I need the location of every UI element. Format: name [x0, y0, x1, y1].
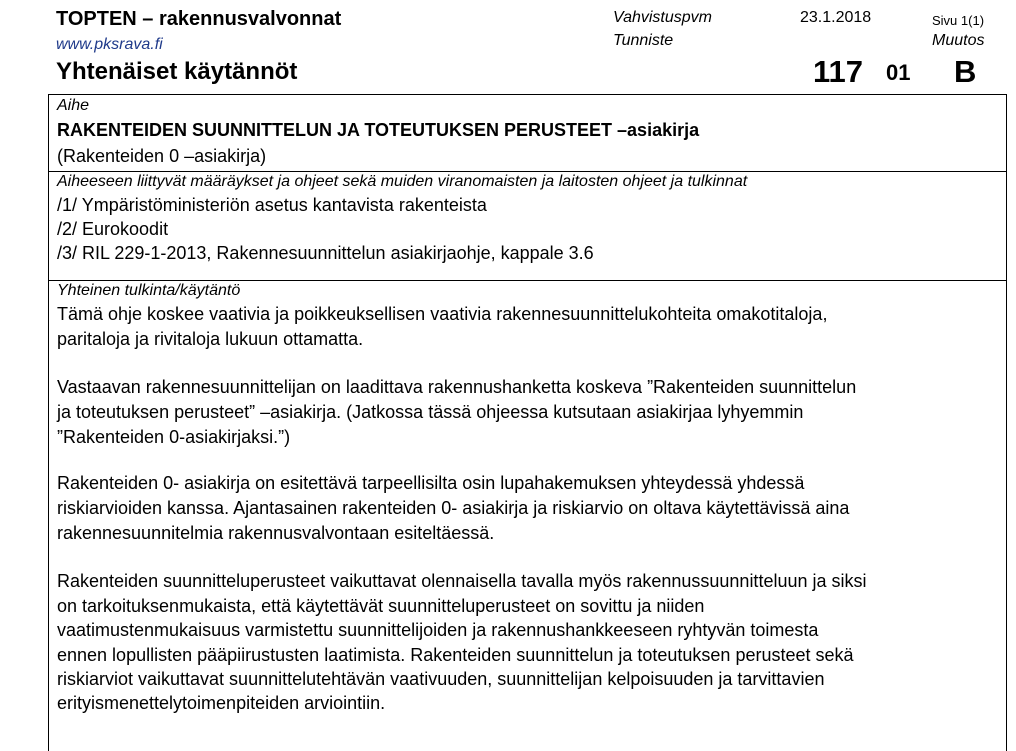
reference-item: /2/ Eurokoodit	[57, 219, 169, 239]
document-number: 117	[813, 54, 864, 89]
paragraph-line: Tämä ohje koskee vaativia ja poikkeuksellisen vaativia rakennesuunnittelukohteita omakotitaloja,	[57, 304, 828, 324]
paragraph-line: riskiarvioiden kanssa. Ajantasainen rakenteiden 0- asiakirja ja riskiarvio on oltava käytettävissä aina	[57, 498, 850, 518]
document-version: 01	[886, 60, 911, 85]
subject-subtitle: (Rakenteiden 0 –asiakirja)	[57, 146, 267, 166]
paragraph-line: ”Rakenteiden 0-asiakirjaksi.”)	[57, 427, 291, 447]
interpretation-section	[48, 281, 1007, 751]
paragraph-line: vaatimustenmukaisuus varmistettu suunnittelijoiden ja rakennushankkeeseen ryhtyvän toimesta	[57, 620, 819, 640]
paragraph-line: Vastaavan rakennesuunnittelijan on laadittava rakennushanketta koskeva ”Rakenteiden suunnittelun	[57, 377, 857, 397]
paragraph-line: erityismenettelytoimenpiteiden arviointiin.	[57, 693, 386, 713]
subject-title: RAKENTEIDEN SUUNNITTELUN JA TOTEUTUKSEN PERUSTEET –asiakirja	[57, 120, 700, 140]
subject-section	[48, 94, 1007, 172]
paragraph-line: riskiarviot vaikuttavat suunnittelutehtävän vaativuuden, suunnittelijan kelpoisuuden ja tarvittavien	[57, 669, 825, 689]
paragraph-line: rakennesuunnitelmia rakennusvalvontaan esiteltäessä.	[57, 523, 495, 543]
paragraph-line: Rakenteiden 0- asiakirja on esitettävä tarpeellisilta osin lupahakemuksen yhteydessä yhdessä	[57, 473, 805, 493]
change-label: Muutos	[932, 32, 985, 49]
subject-label: Aihe	[57, 97, 90, 114]
date-value: 23.1.2018	[800, 9, 872, 26]
paragraph-line: ja toteutuksen perusteet” –asiakirja. (Jatkossa tässä ohjeessa kutsutaan asiakirjaa lyhyemmin	[57, 402, 804, 422]
reference-item: /1/ Ympäristöministeriön asetus kantavista rakenteista	[57, 195, 487, 215]
page-indicator: Sivu 1(1)	[932, 13, 985, 28]
references-label: Aiheeseen liittyvät määräykset ja ohjeet sekä muiden viranomaisten ja laitosten ohjeet ja tulkinnat	[57, 173, 748, 190]
paragraph-line: ennen lopullisten pääpiirustusten laatimista. Rakenteiden suunnittelun ja toteutuksen perusteet sekä	[57, 645, 854, 665]
references-section	[48, 172, 1007, 281]
paragraph-line: on tarkoituksenmukaista, että käytettävät suunnitteluperusteet on sovittu ja niiden	[57, 596, 705, 616]
document-series-title: Yhtenäiset käytännöt	[56, 58, 298, 85]
organization-url[interactable]: www.pksrava.fi	[56, 36, 163, 53]
paragraph-line: paritaloja ja rivitaloja lukuun ottamatta.	[57, 329, 364, 349]
organization-name: TOPTEN – rakennusvalvonnat	[56, 8, 342, 30]
date-label: Vahvistuspvm	[613, 9, 712, 26]
document-revision: B	[954, 54, 977, 89]
id-label: Tunniste	[613, 32, 674, 49]
interpretation-label: Yhteinen tulkinta/käytäntö	[57, 282, 241, 299]
reference-item: /3/ RIL 229-1-2013, Rakennesuunnittelun asiakirjaohje, kappale 3.6	[57, 243, 594, 263]
paragraph-line: Rakenteiden suunnitteluperusteet vaikuttavat olennaisella tavalla myös rakennussuunnitteluun ja siksi	[57, 571, 867, 591]
